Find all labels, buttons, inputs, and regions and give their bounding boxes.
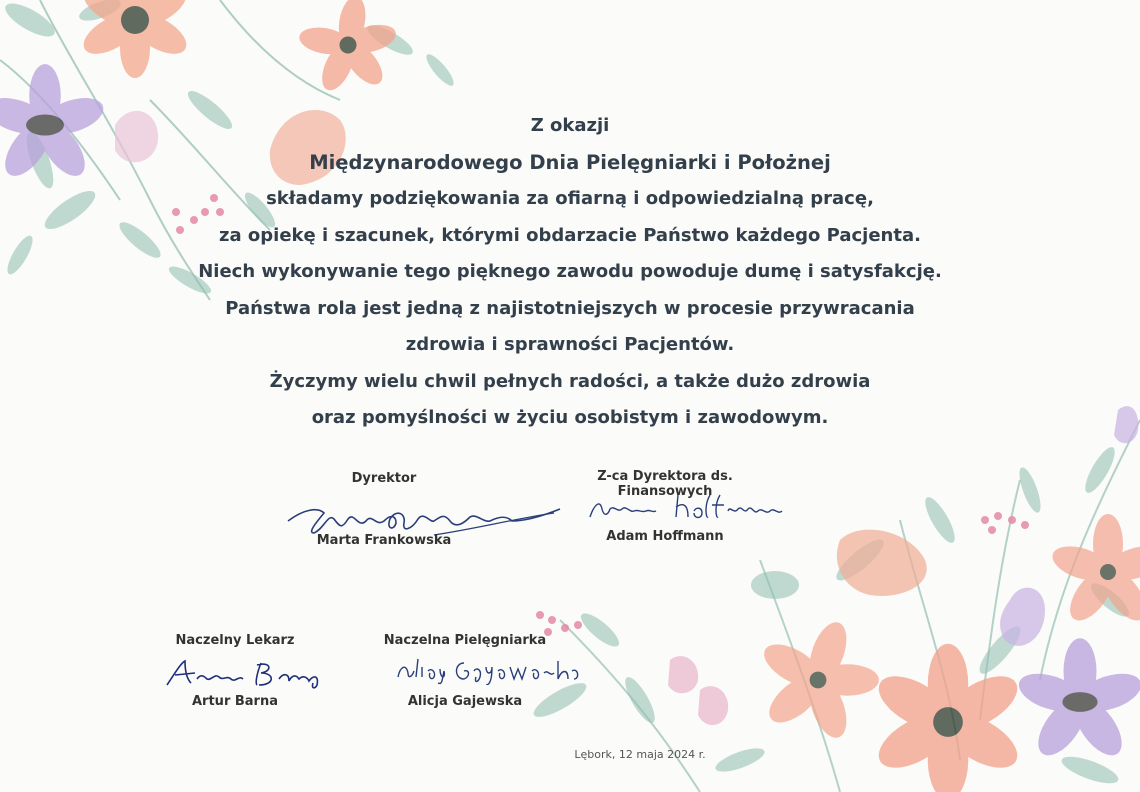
signature-name: Alicja Gajewska [407,694,523,709]
peach-bud-right [837,530,927,596]
signature-title: Naczelna Pielęgniarka [383,633,547,648]
peach-flower-top-center [297,0,399,95]
handwritten-signature [161,655,331,691]
peach-flower-right [1048,514,1140,628]
greeting-message [170,108,970,437]
message-line-1: Z okazji [530,115,610,136]
handwritten-signature [392,653,582,685]
handwritten-signature [584,491,784,525]
signature-name: Adam Hoffmann [606,529,724,544]
message-line-9: oraz pomyślności w życiu osobistym i zawodowym. [311,407,829,428]
place-and-date: Lębork, 12 maja 2024 r. [574,748,706,761]
peach-flower-bottom [870,644,1026,792]
message-line-8: Życzymy wielu chwil pełnych radości, a także dużo zdrowia [269,370,871,392]
signature-title: Dyrektor [351,471,417,486]
message-line-3: składamy podziękowania za ofiarną i odpowiedzialną pracę, [266,188,874,209]
signature-chief-physician [155,633,315,713]
signature-name: Marta Frankowska [316,533,452,548]
lavender-flower-bottom-right [1014,638,1140,763]
signature-director [284,471,484,551]
message-line-7: zdrowia i sprawności Pacjentów. [405,334,735,355]
signature-deputy-director [550,469,780,549]
peach-flower-top-left [77,0,192,78]
message-line-6: Państwa rola jest jedną z najistotniejszych w procesie przywracania [225,297,915,319]
message-line-4: za opiekę i szacunek, którymi obdarzacie Państwo każdego Pacjenta. [219,224,921,246]
message-line-5: Niech wykonywanie tego pięknego zawodu powoduje dumę i satysfakcję. [198,261,942,282]
signature-name: Artur Barna [192,694,278,709]
message-line-2: Międzynarodowego Dnia Pielęgniarki i Położnej [309,150,831,174]
signature-title: Naczelny Lekarz [175,633,295,648]
signature-title: Z-ca Dyrektora ds. Finansowych [597,469,733,499]
lavender-flower-left [0,64,108,183]
signature-head-nurse [380,633,550,713]
